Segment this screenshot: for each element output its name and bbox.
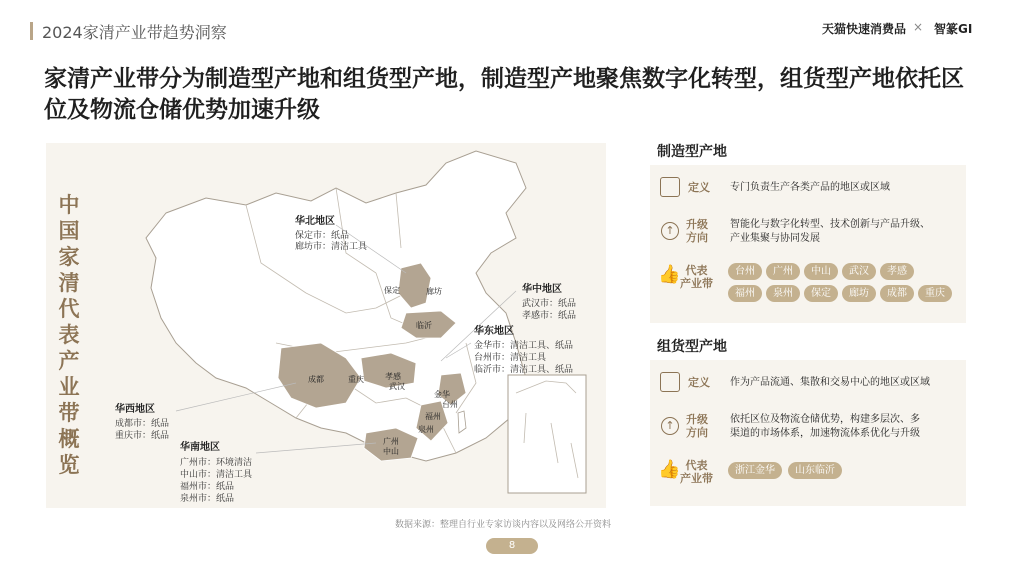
page-number: 8 [486, 538, 538, 554]
city-label-langfang: 廊坊 [426, 287, 442, 296]
region-line: 孝感市：纸品 [522, 311, 577, 321]
belt-tag: 广州 [766, 263, 800, 280]
city-label-zhongshan: 中山 [383, 447, 399, 456]
header-accent-bar [30, 22, 33, 40]
city-label-jinhua: 金华 [434, 390, 450, 399]
assembly-definition-label: 定义 [688, 376, 710, 389]
assembly-upgrade: 依托区位及物流仓储优势，构建多层次、多 渠道的市场体系，加速物流体系优化与升级 [730, 414, 920, 439]
belt-tag: 廊坊 [842, 285, 876, 302]
assembly-definition: 作为产品流通、集散和交易中心的地区或区域 [730, 377, 930, 388]
belt-tag: 台州 [728, 263, 762, 280]
city-label-taizhou: 台州 [442, 400, 458, 409]
region-line: 廊坊市：清洁工具 [295, 242, 368, 252]
leader-huanan [256, 443, 376, 453]
belt-tag: 重庆 [918, 285, 952, 302]
region-line: 泉州市：纸品 [180, 494, 235, 504]
city-label-fuzhou: 福州 [425, 412, 441, 421]
belt-tag: 福州 [728, 285, 762, 302]
region-line: 广州市：环境清洁 [180, 458, 253, 468]
belt-tag: 泉州 [766, 285, 800, 302]
region-line: 金华市：清洁工具、纸品 [474, 341, 574, 351]
region-line: 福州市：纸品 [180, 482, 235, 492]
edit-icon [660, 372, 680, 392]
manufacturing-belt-label: 代表 产业带 [680, 264, 713, 290]
map-vertical-title: 中国家清代表产业带概览 [58, 193, 80, 477]
brand-zhizhuan: 智篆GI [934, 22, 973, 36]
region-line: 武汉市：纸品 [522, 299, 577, 309]
city-label-wuhan: 武汉 [389, 382, 405, 391]
brand-tmall-fmcg: 天猫快速消费品 [822, 22, 907, 36]
region-title-huanan: 华南地区 [180, 442, 220, 453]
region-title-huaxi: 华西地区 [115, 404, 155, 415]
assembly-belt-label: 代表 产业带 [680, 459, 713, 485]
city-label-guangzhou: 广州 [383, 437, 399, 446]
china-outline [146, 151, 526, 461]
region-line: 保定市：纸品 [295, 231, 350, 241]
edit-icon [660, 177, 680, 197]
belt-tag: 武汉 [842, 263, 876, 280]
belt-tag: 浙江金华 [728, 462, 782, 479]
brand-separator: × [913, 20, 924, 34]
assembly-title: 组货型产地 [657, 339, 727, 355]
manufacturing-upgrade: 智能化与数字化转型、技术创新与产品升级、 产业集聚与协同发展 [730, 219, 930, 244]
region-line: 中山市：清洁工具 [180, 470, 253, 480]
south-china-sea-inset [508, 375, 586, 493]
city-label-linyi: 临沂 [416, 321, 432, 330]
thumbs-up-icon: 👍 [658, 264, 681, 285]
report-title: 2024家清产业带趋势洞察 [42, 23, 227, 42]
manufacturing-definition: 专门负责生产各类产品的地区或区域 [730, 182, 890, 193]
belt-tag: 孝感 [880, 263, 914, 280]
city-label-quanzhou: 泉州 [418, 425, 434, 434]
city-label-baoding: 保定 [384, 286, 400, 295]
region-line: 台州市：清洁工具 [474, 353, 547, 363]
manufacturing-upgrade-label: 升级 方向 [686, 218, 708, 244]
region-line: 临沂市：清洁工具、纸品 [474, 365, 574, 375]
belt-tag: 山东临沂 [788, 462, 842, 479]
manufacturing-title: 制造型产地 [657, 144, 727, 160]
city-label-chongqing: 重庆 [348, 375, 364, 384]
city-label-chengdu: 成都 [308, 375, 324, 384]
region-line: 成都市：纸品 [115, 419, 170, 429]
manufacturing-definition-label: 定义 [688, 181, 710, 194]
belt-tag: 成都 [880, 285, 914, 302]
data-source: 数据来源：整理自行业专家访谈内容以及网络公开资料 [395, 520, 612, 530]
assembly-upgrade-label: 升级 方向 [686, 413, 708, 439]
upgrade-arrow-icon: ↑ [661, 222, 679, 240]
upgrade-arrow-icon: ↑ [661, 417, 679, 435]
belt-tag: 保定 [804, 285, 838, 302]
thumbs-up-icon: 👍 [658, 459, 681, 480]
region-title-huadong: 华东地区 [474, 326, 514, 337]
region-line: 重庆市：纸品 [115, 431, 170, 441]
china-map [46, 143, 606, 508]
city-label-xiaogan: 孝感 [385, 372, 401, 381]
page-headline: 家清产业带分为制造型产地和组货型产地，制造型产地聚焦数字化转型，组货型产地依托区位及物流仓储优势加速升级 [44, 66, 964, 123]
region-title-huabei: 华北地区 [295, 216, 335, 227]
belt-tag: 中山 [804, 263, 838, 280]
region-title-huazhong: 华中地区 [522, 284, 562, 295]
